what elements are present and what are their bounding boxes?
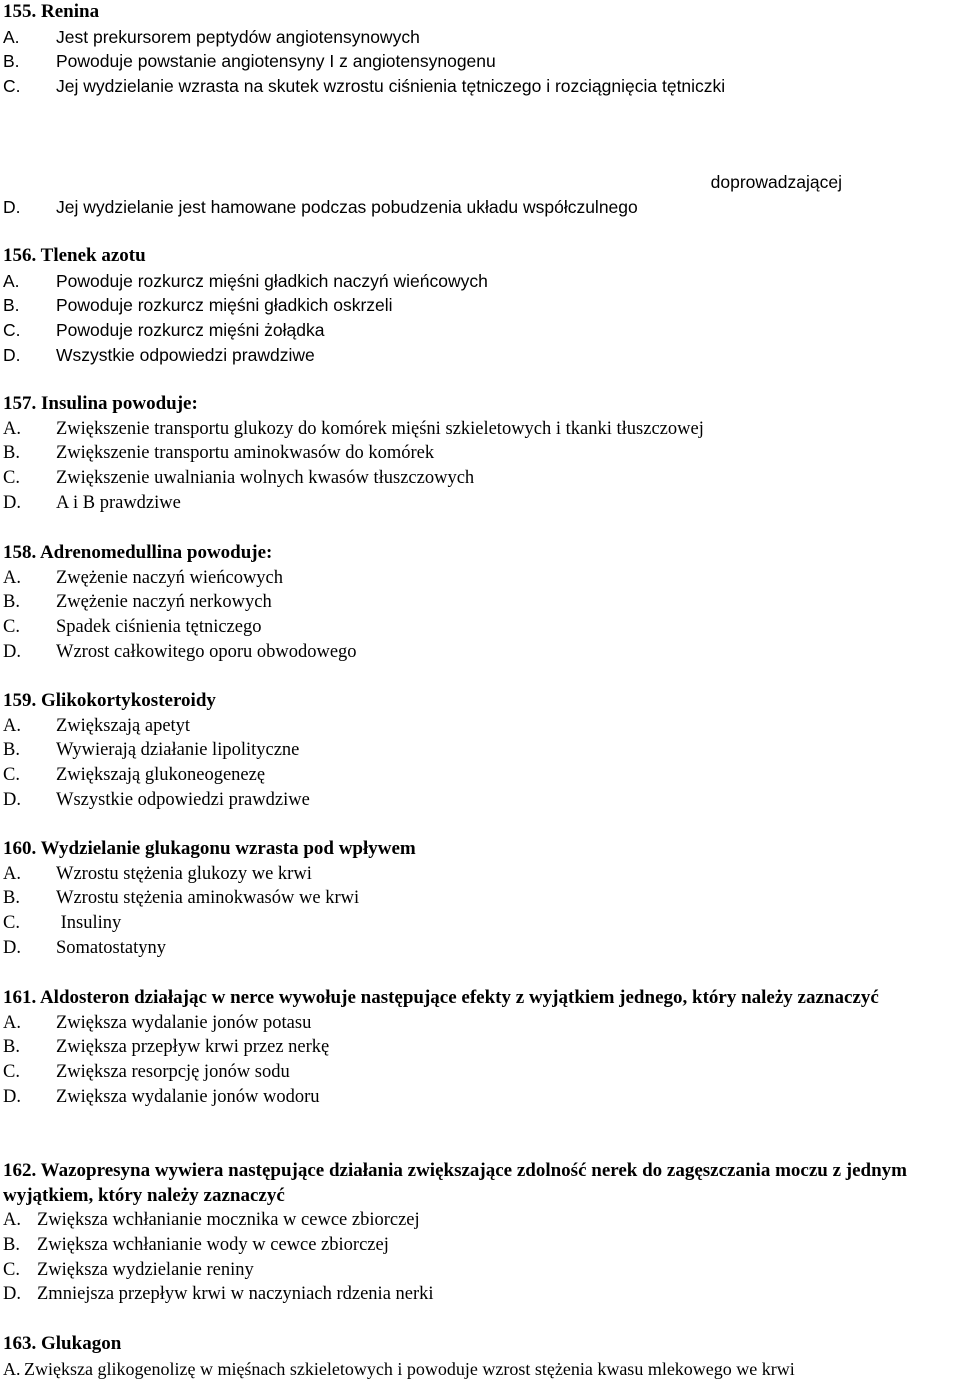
option-text: Zwiększa glikogenolizę w mięśnach szkieletowych i powoduje wzrost stężenia kwasu mlekowego we krwi <box>24 1358 795 1379</box>
option-text: Powoduje powstanie angiotensyny I z angiotensynogenu <box>56 51 496 72</box>
answer-option <box>3 1258 960 1283</box>
answer-option <box>3 640 960 665</box>
option-text: Insuliny <box>56 913 122 934</box>
option-letter: A. <box>3 567 21 588</box>
answer-option <box>3 738 960 763</box>
answer-option <box>3 466 960 491</box>
option-text: Spadek ciśnienia tętniczego <box>56 617 262 638</box>
option-letter: C. <box>3 468 20 489</box>
option-text: Zwiększa wydalanie jonów wodoru <box>56 1086 320 1107</box>
option-text: Zwiększają glukoneogenezę <box>56 765 266 786</box>
option-text: Zwiększa resorpcję jonów sodu <box>56 1062 290 1083</box>
answer-option <box>3 49 960 74</box>
option-text: Wzrostu stężenia aminokwasów we krwi <box>56 888 360 909</box>
option-letter: C. <box>3 76 21 97</box>
option-text: Somatostatyny <box>56 937 166 958</box>
option-letter: B. <box>3 443 20 464</box>
option-letter: A. <box>3 270 20 291</box>
option-text: Jej wydzielanie jest hamowane podczas pobudzenia układu współczulnego <box>56 197 638 217</box>
option-text: Zwężenie naczyń wieńcowych <box>56 567 284 588</box>
option-letter: B. <box>3 1234 20 1255</box>
question-title: 155. Renina <box>3 1 100 22</box>
answer-option <box>3 1233 960 1258</box>
answer-option <box>3 441 960 466</box>
option-letter: B. <box>3 295 20 316</box>
question-161 <box>3 986 960 1110</box>
answer-option <box>3 763 960 788</box>
option-text: Zwiększa przepływ krwi przez nerkę <box>56 1037 330 1058</box>
option-letter: C. <box>3 1062 20 1083</box>
answer-option <box>3 1208 960 1233</box>
option-text: Zwiększa wydalanie jonów potasu <box>56 1012 312 1033</box>
answer-option <box>3 343 960 368</box>
option-letter: D. <box>3 1284 21 1305</box>
answer-option <box>3 491 960 516</box>
option-text: Zwiększenie transportu aminokwasów do komórek <box>56 443 435 464</box>
answer-option <box>3 1085 960 1110</box>
option-text: Wywierają działanie lipolityczne <box>56 740 300 761</box>
option-letter: C. <box>3 320 21 341</box>
option-text: Zwiększają apetyt <box>56 715 191 736</box>
continuation-text: doprowadzającej <box>710 172 842 192</box>
answer-option <box>3 293 960 318</box>
question-title: 163. Glukagon <box>3 1333 122 1354</box>
option-letter: C. <box>3 765 20 786</box>
answer-option <box>3 417 960 442</box>
option-letter: D. <box>3 641 21 662</box>
answer-option <box>3 788 960 813</box>
option-text: Zmniejsza przepływ krwi w naczyniach rdzenia nerki <box>37 1284 434 1305</box>
option-letter: C. <box>3 617 20 638</box>
answer-option <box>3 195 960 220</box>
option-letter: C. <box>3 913 20 934</box>
question-title: 158. Adrenomedullina powoduje: <box>3 542 273 563</box>
option-text: Wzrost całkowitego oporu obwodowego <box>56 641 357 662</box>
option-letter: A. <box>3 1210 21 1230</box>
question-155-option-d <box>3 195 960 220</box>
answer-option <box>3 1357 960 1382</box>
option-letter: A. <box>3 418 21 439</box>
question-title: 159. Glikokortykosteroidy <box>3 690 216 711</box>
option-letter: D. <box>3 344 21 365</box>
option-letter: C. <box>3 1259 20 1280</box>
question-158 <box>3 541 960 665</box>
question-159 <box>3 689 960 813</box>
question-163 <box>3 1332 960 1381</box>
question-160 <box>3 837 960 961</box>
option-letter: B. <box>3 592 20 613</box>
answer-option <box>3 590 960 615</box>
option-letter: B. <box>3 740 20 761</box>
option-text: Powoduje rozkurcz mięśni gładkich oskrzeli <box>56 295 393 316</box>
answer-option <box>3 862 960 887</box>
option-text: Powoduje rozkurcz mięśni żołądka <box>56 320 325 341</box>
question-title: 156. Tlenek azotu <box>3 245 146 266</box>
question-title: 162. Wazopresyna wywiera następujące działania zwiększające zdolność nerek do zagęszczania moczu z jednym wyjątkiem, który należy zaznaczyć <box>3 1160 907 1206</box>
option-continuation <box>3 170 960 194</box>
option-text: Wszystkie odpowiedzi prawdziwe <box>56 789 310 810</box>
answer-option <box>3 615 960 640</box>
answer-option <box>3 269 960 294</box>
option-text: Zwiększenie transportu glukozy do komórek mięśni szkieletowych i tkanki tłuszczowej <box>56 418 704 439</box>
question-162 <box>3 1159 960 1307</box>
answer-option <box>3 318 960 343</box>
option-letter: A. <box>3 715 21 736</box>
answer-option <box>3 566 960 591</box>
option-text: Jest prekursorem peptydów angiotensynowych <box>56 26 420 47</box>
option-letter: D. <box>3 197 21 217</box>
question-156 <box>3 244 960 368</box>
question-title: 161. Aldosteron działając w nerce wywołuje następujące efekty z wyjątkiem jednego, który należy zaznaczyć <box>3 987 879 1008</box>
option-letter: D. <box>3 789 21 810</box>
option-text: Wzrostu stężenia glukozy we krwi <box>56 863 312 884</box>
option-text: Zwężenie naczyń nerkowych <box>56 592 272 613</box>
answer-option <box>3 25 960 50</box>
answer-option <box>3 714 960 739</box>
option-text: Zwiększa wydzielanie reniny <box>37 1259 254 1280</box>
answer-option <box>3 1060 960 1085</box>
answer-option <box>3 936 960 961</box>
option-letter: A. <box>3 1358 21 1379</box>
question-157 <box>3 392 960 516</box>
option-letter: D. <box>3 937 21 958</box>
question-155 <box>3 0 960 99</box>
option-letter: B. <box>3 888 20 909</box>
option-text: Jej wydzielanie wzrasta na skutek wzrostu ciśnienia tętniczego i rozciągnięcia tętniczki <box>56 76 726 97</box>
option-letter: D. <box>3 1086 21 1107</box>
option-text: Zwiększenie uwalniania wolnych kwasów tłuszczowych <box>56 468 475 489</box>
option-letter: B. <box>3 1037 20 1058</box>
answer-option <box>3 74 960 99</box>
question-title: 160. Wydzielanie glukagonu wzrasta pod wpływem <box>3 838 416 859</box>
option-text: Wszystkie odpowiedzi prawdziwe <box>56 344 315 365</box>
answer-option <box>3 886 960 911</box>
answer-option <box>3 1035 960 1060</box>
option-letter: A. <box>3 26 20 47</box>
question-title: 157. Insulina powoduje: <box>3 393 198 414</box>
option-letter: A. <box>3 1012 21 1033</box>
option-letter: B. <box>3 51 20 72</box>
answer-option <box>3 1282 960 1307</box>
option-letter: A. <box>3 863 21 884</box>
option-text: Powoduje rozkurcz mięśni gładkich naczyń wieńcowych <box>56 270 488 291</box>
answer-option <box>3 1011 960 1036</box>
option-text: A i B prawdziwe <box>56 492 181 513</box>
option-text: Zwiększa wchłanianie wody w cewce zbiorczej <box>37 1234 389 1255</box>
option-letter: D. <box>3 492 21 513</box>
answer-option <box>3 911 960 936</box>
option-text: Zwiększa wchłanianie mocznika w cewce zbiorczej <box>37 1210 420 1230</box>
